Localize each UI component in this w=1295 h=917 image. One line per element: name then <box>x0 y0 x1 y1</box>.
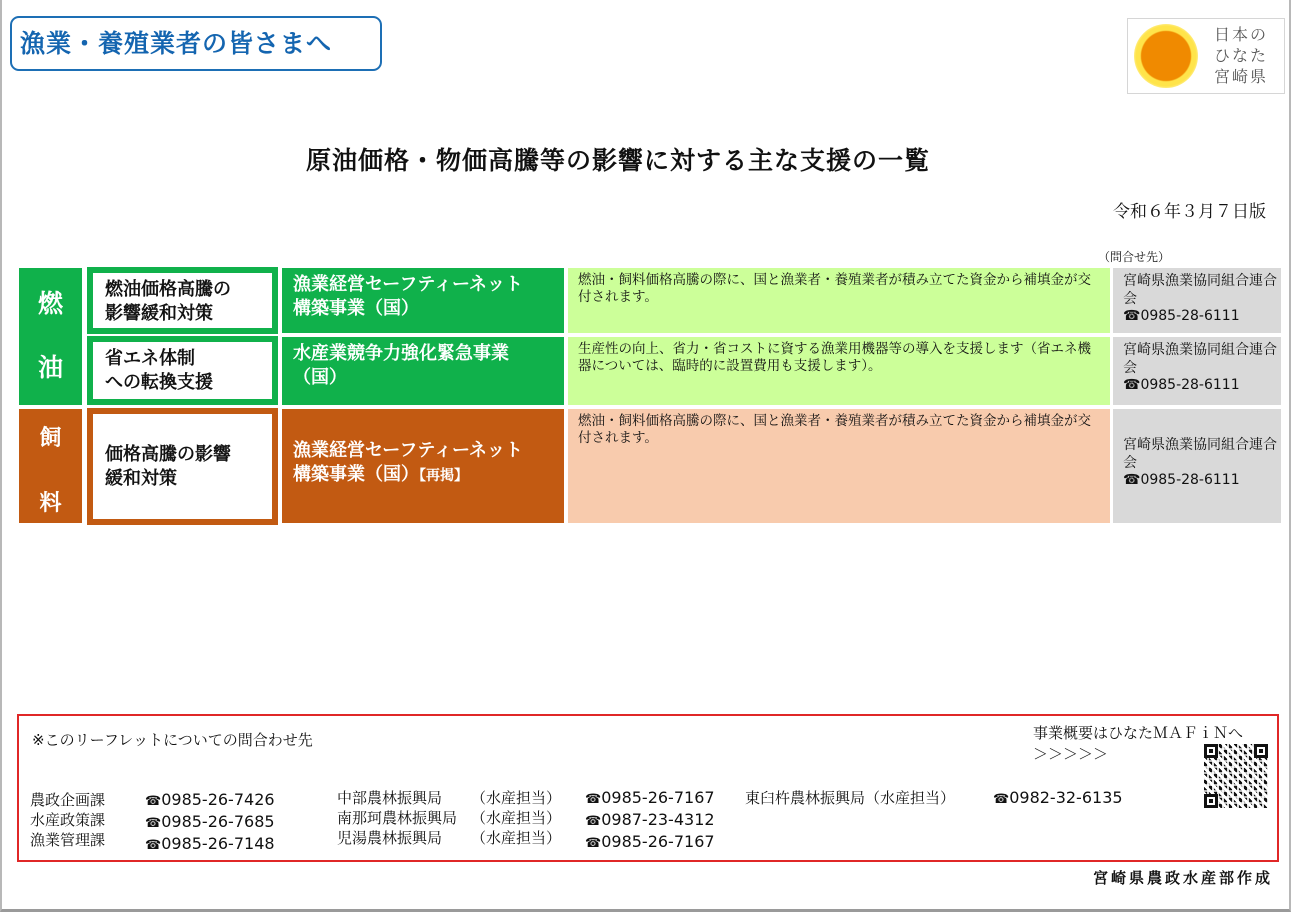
author-credit: 宮崎県農政水産部作成 <box>1092 869 1273 887</box>
row-2-measure-line-2: への転換支援 <box>105 372 213 393</box>
qr-finder-bottom-left <box>1204 794 1218 808</box>
qr-finder-top-right <box>1254 744 1268 758</box>
qr-code[interactable] <box>1204 744 1268 808</box>
office-names-column-1 <box>30 790 105 850</box>
phone-icon: ☎ <box>585 836 602 851</box>
phone-number: 0982-32-6135 <box>1009 788 1123 807</box>
row-1-program-line-1: 漁業経営セーフティーネット <box>293 274 524 295</box>
leaflet-contact-box <box>17 714 1279 862</box>
sun-icon <box>1134 24 1198 88</box>
leaflet-contact-title: ※このリーフレットについての問合わせ先 <box>32 731 313 749</box>
office-name: 南那珂農林振興局 <box>337 809 458 827</box>
mafin-link-text: 事業概要はひなたＭＡＦｉＮへ <box>1033 724 1244 742</box>
row-3-measure-line-2: 緩和対策 <box>105 468 177 489</box>
qr-finder-top-left <box>1204 744 1218 758</box>
row-1-contact-org: 宮崎県漁業協同組合連合会 <box>1123 273 1277 307</box>
row-2-contact-tel: ☎0985-28-6111 <box>1123 377 1240 393</box>
logo-text <box>1214 24 1282 87</box>
phone-icon: ☎ <box>145 838 162 853</box>
logo-line-1: 日本の <box>1214 25 1269 44</box>
row-1-measure-line-1: 燃油価格高騰の <box>105 279 231 300</box>
category-fuel-char-1: 燃 <box>37 289 63 318</box>
office-role: （水産担当） <box>471 829 562 847</box>
row-3-measure-line-1: 価格高騰の影響 <box>105 444 231 465</box>
row-2-description: 生産性の向上、省力・省コストに資する漁業用機器等の導入を支援します（省エネ機器については、臨時的に設置費用も支援します）。 <box>568 337 1110 405</box>
row-3-contact <box>1113 409 1281 523</box>
phone-icon: ☎ <box>145 816 162 831</box>
phone-number: 0985-26-7148 <box>161 834 275 853</box>
logo-line-3: 宮崎県 <box>1214 67 1269 86</box>
row-3-description: 燃油・飼料価格高騰の際に、国と漁業者・養殖業者が積み立てた資金から補填金が交付されます。 <box>568 409 1110 523</box>
row-1-program-line-2: 構築事業（国） <box>293 298 419 319</box>
phone-icon: ☎ <box>993 792 1010 807</box>
office-name: 農政企画課 <box>30 791 106 809</box>
mafin-link-arrows: ＞＞＞＞＞ <box>1033 745 1109 763</box>
office-name: 漁業管理課 <box>30 831 106 849</box>
office-name: 児湯農林振興局 <box>337 829 443 847</box>
category-feed-char-2: 料 <box>39 491 62 516</box>
office-name-column-3: 東臼杵農林振興局（水産担当） <box>745 789 956 807</box>
row-2-program-line-2: （国） <box>293 367 347 388</box>
office-roles-column-2 <box>471 788 561 848</box>
row-1-contact-tel: ☎0985-28-6111 <box>1123 308 1240 324</box>
office-role: （水産担当） <box>471 789 562 807</box>
office-name: 中部農林振興局 <box>337 789 443 807</box>
logo-line-2: ひなた <box>1214 46 1269 65</box>
reprint-tag: 【再掲】 <box>419 468 468 484</box>
row-3-program-line-1: 漁業経営セーフティーネット <box>293 440 524 461</box>
phone-number: 0985-26-7426 <box>161 790 275 809</box>
phone-icon: ☎ <box>145 794 162 809</box>
phone-number: 0987-23-4312 <box>601 810 715 829</box>
row-1-program <box>282 268 564 333</box>
category-feed-char-1: 飼 <box>39 426 62 451</box>
row-1-contact <box>1113 268 1281 333</box>
phone-number: 0985-26-7167 <box>601 832 715 851</box>
row-3-program <box>282 409 564 523</box>
category-fuel-char-2: 油 <box>37 353 63 382</box>
category-fuel <box>19 268 82 405</box>
row-3-measure <box>89 410 276 523</box>
office-tel-column-3 <box>993 788 1123 810</box>
edition-date: 令和６年３月７日版 <box>1113 202 1266 222</box>
row-2-contact-org: 宮崎県漁業協同組合連合会 <box>1123 342 1277 376</box>
row-2-program-line-1: 水産業競争力強化緊急事業 <box>293 343 509 364</box>
office-tels-column-2 <box>585 788 715 854</box>
row-1-measure <box>89 269 276 332</box>
row-1-measure-line-2: 影響緩和対策 <box>105 303 213 324</box>
row-2-program <box>282 337 564 405</box>
office-names-column-2 <box>337 788 457 848</box>
office-role: （水産担当） <box>471 809 562 827</box>
row-1-description: 燃油・飼料価格高騰の際に、国と漁業者・養殖業者が積み立てた資金から補填金が交付されます。 <box>568 268 1110 333</box>
row-2-contact <box>1113 337 1281 405</box>
row-3-contact-org: 宮崎県漁業協同組合連合会 <box>1123 437 1277 471</box>
row-2-measure <box>89 338 276 403</box>
office-name: 水産政策課 <box>30 811 106 829</box>
prefecture-logo <box>1127 18 1285 94</box>
row-3-contact-tel: ☎0985-28-6111 <box>1123 472 1240 488</box>
phone-number: 0985-26-7167 <box>601 788 715 807</box>
phone-icon: ☎ <box>585 814 602 829</box>
phone-number: 0985-26-7685 <box>161 812 275 831</box>
row-2-measure-line-1: 省エネ体制 <box>105 348 195 369</box>
row-3-program-line-2: 構築事業（国） <box>293 464 419 485</box>
audience-badge: 漁業・養殖業者の皆さまへ <box>10 16 382 71</box>
phone-icon: ☎ <box>585 792 602 807</box>
page-title: 原油価格・物価高騰等の影響に対する主な支援の一覧 <box>305 146 930 175</box>
contact-column-caption: （問合せ先） <box>1098 250 1171 264</box>
category-feed <box>19 409 82 523</box>
office-tels-column-1 <box>145 790 275 856</box>
